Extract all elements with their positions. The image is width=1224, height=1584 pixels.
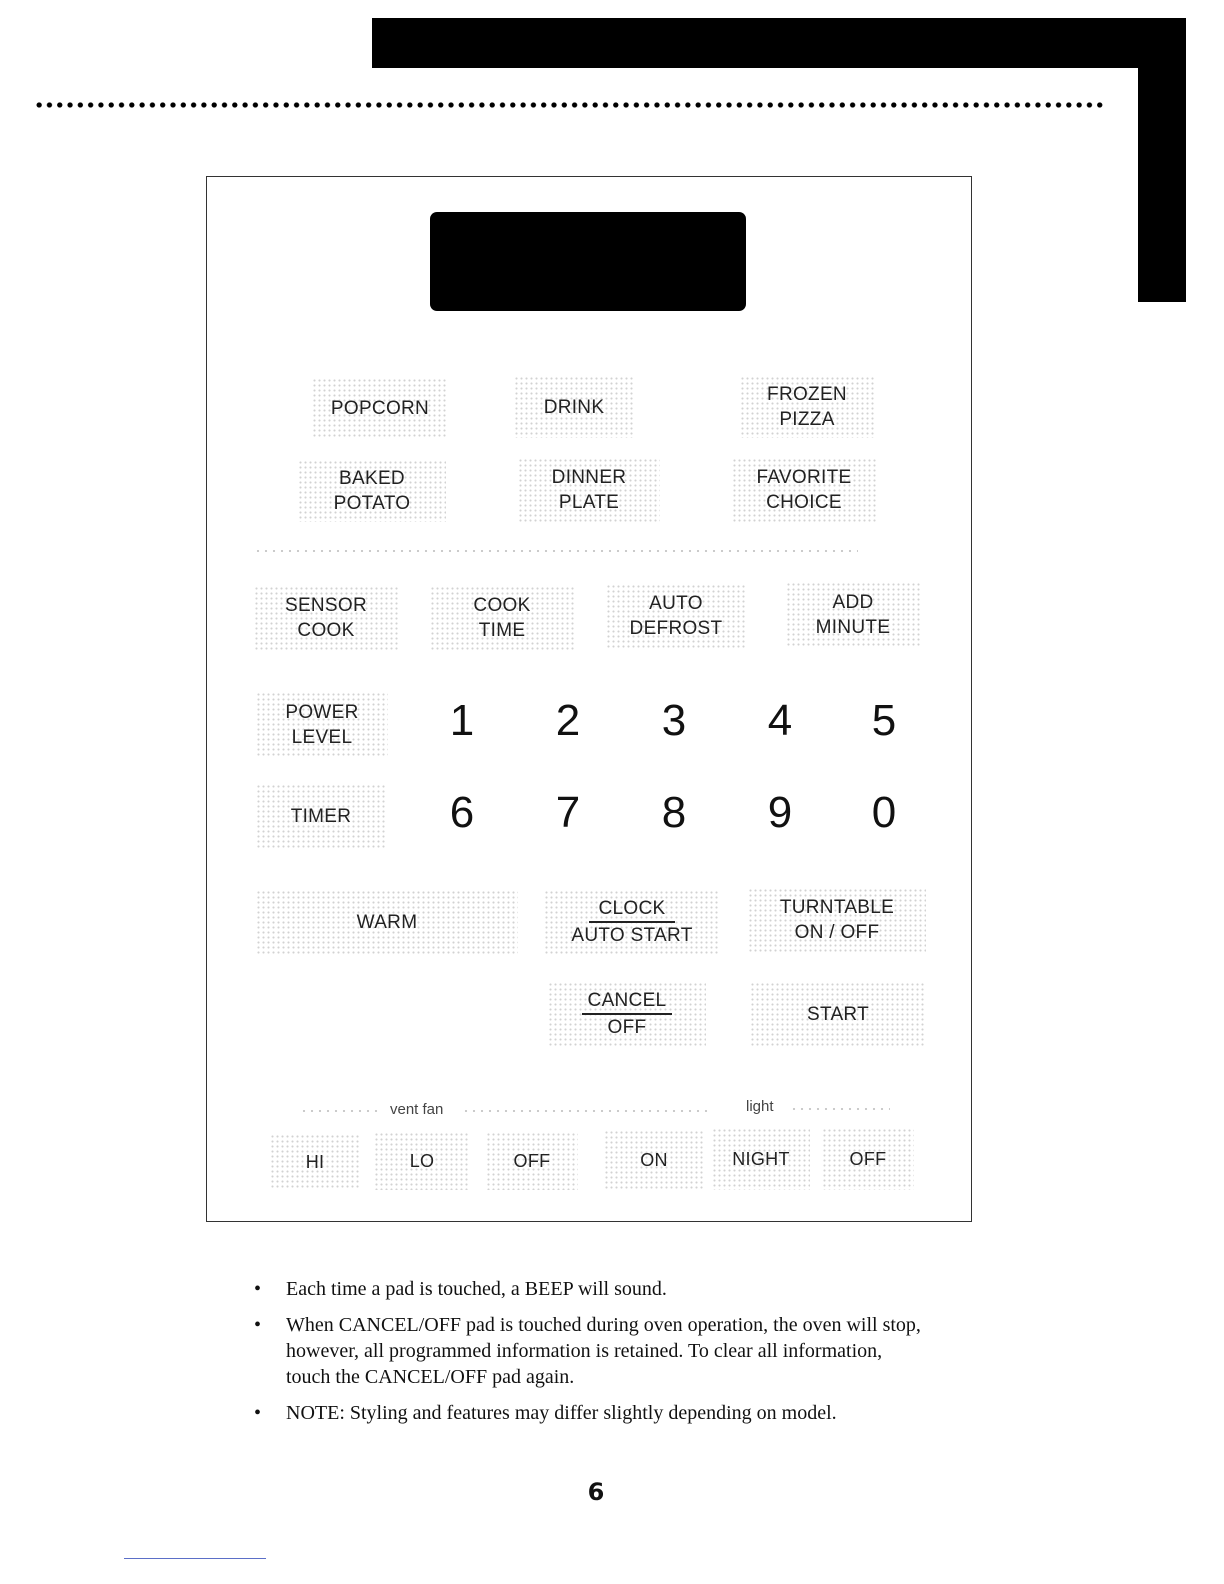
- pad-label: DRINK: [543, 396, 605, 418]
- pad-label: MINUTE: [815, 617, 891, 638]
- digit-8-pad[interactable]: 8: [661, 788, 687, 837]
- pad-label: START: [806, 1003, 870, 1025]
- footer-rule: [124, 1558, 266, 1559]
- note-text: NOTE: Styling and features may differ slightly depending on model.: [286, 1402, 837, 1424]
- start-pad[interactable]: [750, 982, 926, 1046]
- popcorn-pad[interactable]: [312, 378, 448, 438]
- note-text: When CANCEL/OFF pad is touched during oven operation, the oven will stop, however, all programmed information is retained. To clear all information, touch the CANCEL/OFF pad again.: [286, 1314, 921, 1388]
- turntable-pad[interactable]: [748, 888, 926, 952]
- pad-label: ON: [640, 1149, 668, 1170]
- section-tab: [1138, 18, 1186, 302]
- light-on-button[interactable]: [604, 1130, 704, 1190]
- pad-label: CHOICE: [766, 492, 842, 513]
- timer-pad[interactable]: [256, 784, 386, 848]
- display-window: [430, 212, 746, 311]
- drink-pad[interactable]: [514, 376, 634, 438]
- digit-3-pad[interactable]: 3: [661, 696, 687, 745]
- light-off-button[interactable]: [822, 1128, 914, 1190]
- light-night-button[interactable]: [712, 1128, 810, 1190]
- pad-label: CANCEL: [582, 988, 673, 1015]
- vent-fan-lo-button[interactable]: [374, 1132, 470, 1190]
- pad-label: CLOCK: [589, 896, 676, 923]
- add-minute-pad[interactable]: [786, 582, 920, 648]
- digit-5-pad[interactable]: 5: [871, 696, 897, 745]
- pad-label: TIMER: [290, 805, 352, 827]
- sensor-cook-pad[interactable]: [254, 586, 398, 650]
- page-number: 6: [587, 1478, 605, 1506]
- pad-label: POTATO: [333, 493, 411, 514]
- separator: [462, 1110, 712, 1112]
- pad-label: LEVEL: [291, 727, 353, 748]
- pad-label: OFF: [607, 1017, 647, 1038]
- cancel-off-pad[interactable]: [548, 982, 706, 1046]
- pad-label: AUTO START: [571, 925, 693, 946]
- pad-label: OFF: [513, 1150, 551, 1171]
- note-text: Each time a pad is touched, a BEEP will sound.: [286, 1278, 667, 1300]
- pad-label: DEFROST: [629, 618, 723, 639]
- dotted-rule: [34, 100, 1106, 110]
- pad-label: BAKED: [339, 468, 405, 489]
- pad-label: COOK: [297, 620, 355, 641]
- digit-6-pad[interactable]: 6: [449, 788, 475, 837]
- separator: [254, 550, 858, 552]
- frozen-pizza-pad[interactable]: [740, 376, 874, 438]
- digit-9-pad[interactable]: 9: [767, 788, 793, 837]
- pad-label: DINNER: [551, 467, 627, 488]
- pad-label: SENSOR: [284, 595, 368, 616]
- dinner-plate-pad[interactable]: [518, 458, 660, 522]
- vent-fan-label: vent fan: [390, 1101, 444, 1118]
- pad-label: POPCORN: [330, 397, 430, 419]
- baked-potato-pad[interactable]: [298, 460, 446, 522]
- note-item: • When CANCEL/OFF pad is touched during oven operation, the oven will stop, however, all programmed information is retained. To clear all information, touch the CANCEL/OFF pad again.: [254, 1314, 921, 1388]
- separator: [790, 1108, 890, 1110]
- separator: [300, 1110, 380, 1112]
- digit-1-pad[interactable]: 1: [449, 696, 475, 745]
- pad-label: POWER: [285, 702, 359, 723]
- pad-label: LO: [409, 1150, 435, 1171]
- light-label: light: [746, 1098, 774, 1115]
- pad-label: WARM: [356, 911, 418, 933]
- vent-fan-hi-button[interactable]: [270, 1134, 360, 1190]
- digit-7-pad[interactable]: 7: [555, 788, 581, 837]
- pad-label: PLATE: [558, 492, 620, 513]
- vent-fan-off-button[interactable]: [486, 1132, 578, 1190]
- warm-pad[interactable]: [256, 890, 518, 954]
- digit-4-pad[interactable]: 4: [767, 696, 793, 745]
- favorite-choice-pad[interactable]: [732, 458, 876, 522]
- pad-label: HI: [305, 1151, 325, 1172]
- digit-2-pad[interactable]: 2: [555, 696, 581, 745]
- auto-defrost-pad[interactable]: [606, 584, 746, 648]
- pad-label: PIZZA: [779, 409, 835, 430]
- pad-label: TIME: [478, 620, 526, 641]
- header-bar: [372, 18, 1186, 68]
- power-level-pad[interactable]: [256, 692, 388, 758]
- pad-label: FROZEN: [767, 384, 847, 405]
- note-item: • NOTE: Styling and features may differ slightly depending on model.: [254, 1402, 837, 1424]
- pad-label: ADD: [832, 592, 874, 613]
- pad-label: OFF: [849, 1148, 887, 1169]
- pad-label: NIGHT: [732, 1148, 790, 1169]
- pad-label: COOK: [473, 595, 531, 616]
- digit-0-pad[interactable]: 0: [871, 788, 897, 837]
- pad-label: ON / OFF: [794, 922, 880, 943]
- pad-label: TURNTABLE: [779, 897, 895, 918]
- notes-list: [254, 1276, 924, 1436]
- clock-auto-start-pad[interactable]: [544, 890, 720, 954]
- pad-label: AUTO: [649, 593, 703, 614]
- cook-time-pad[interactable]: [430, 586, 574, 650]
- note-item: • Each time a pad is touched, a BEEP will sound.: [254, 1278, 667, 1300]
- pad-label: FAVORITE: [756, 467, 852, 488]
